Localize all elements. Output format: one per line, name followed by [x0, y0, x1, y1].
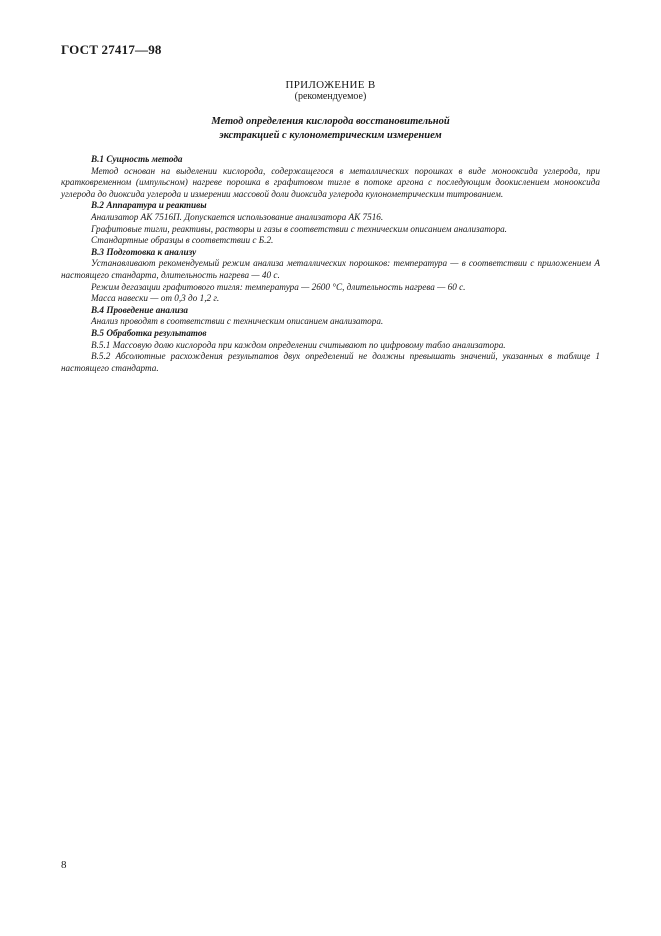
- section-b3-paragraph-1: Устанавливают рекомендуемый режим анализа металлических порошков: температура — в соответствии с приложением А настоящего стандарта, длительность нагрева — 40 с.: [61, 258, 600, 280]
- section-heading-b5: В.5 Обработка результатов: [91, 327, 207, 338]
- method-title-line-1: Метод определения кислорода восстановительной: [211, 116, 450, 127]
- page-number: 8: [61, 859, 67, 871]
- section-b1-text: Метод основан на выделении кислорода, содержащегося в металлических порошках в виде монооксида углерода, при кратковременном (импульсном) нагреве порошка в графитовом тигле в потоке аргона с последующим доокислением монооксида углерода до диоксида углерода и измерении массовой доли диоксида углерода кулонометрическим титрованием.: [61, 165, 600, 199]
- section-b2-paragraph-1: Анализатор АК 7516П. Допускается использование анализатора АК 7516.: [91, 211, 384, 222]
- section-b3-paragraph-3: Масса навески — от 0,3 до 1,2 г.: [91, 293, 220, 304]
- section-b2-paragraph-3: Стандартные образцы в соответствии с Б.2.: [91, 235, 274, 246]
- annex-note: (рекомендуемое): [294, 91, 367, 102]
- section-heading-b3: В.3 Подготовка к анализу: [91, 246, 197, 257]
- section-b3-paragraph-2: Режим дегазации графитового тигля: температура — 2600 °С, длительность нагрева — 60 с.: [91, 281, 466, 292]
- method-title-line-2: экстракцией с кулонометрическим измерением: [219, 130, 442, 141]
- section-heading-b4: В.4 Проведение анализа: [91, 304, 189, 315]
- section-heading-b2: В.2 Аппаратура и реактивы: [91, 200, 207, 211]
- annex-title: ПРИЛОЖЕНИЕ В: [285, 79, 376, 91]
- section-heading-b1: В.1 Сущность метода: [91, 154, 183, 164]
- section-b4-paragraph-1: Анализ проводят в соответствии с техническим описанием анализатора.: [91, 316, 384, 327]
- document-body: [61, 154, 600, 374]
- section-b5-paragraph-2: В.5.2 Абсолютные расхождения результатов двух определений не должны превышать значений, указанных в таблице 1 настоящего стандарта.: [61, 351, 600, 373]
- section-b5-paragraph-1: В.5.1 Массовую долю кислорода при каждом определении считывают по цифровому табло анализатора.: [91, 339, 506, 350]
- method-title: [0, 115, 661, 143]
- section-b2-paragraph-2: Графитовые тигли, реактивы, растворы и газы в соответствии с техническим описанием анализатора.: [91, 223, 507, 234]
- document-id: ГОСТ 27417—98: [61, 42, 162, 57]
